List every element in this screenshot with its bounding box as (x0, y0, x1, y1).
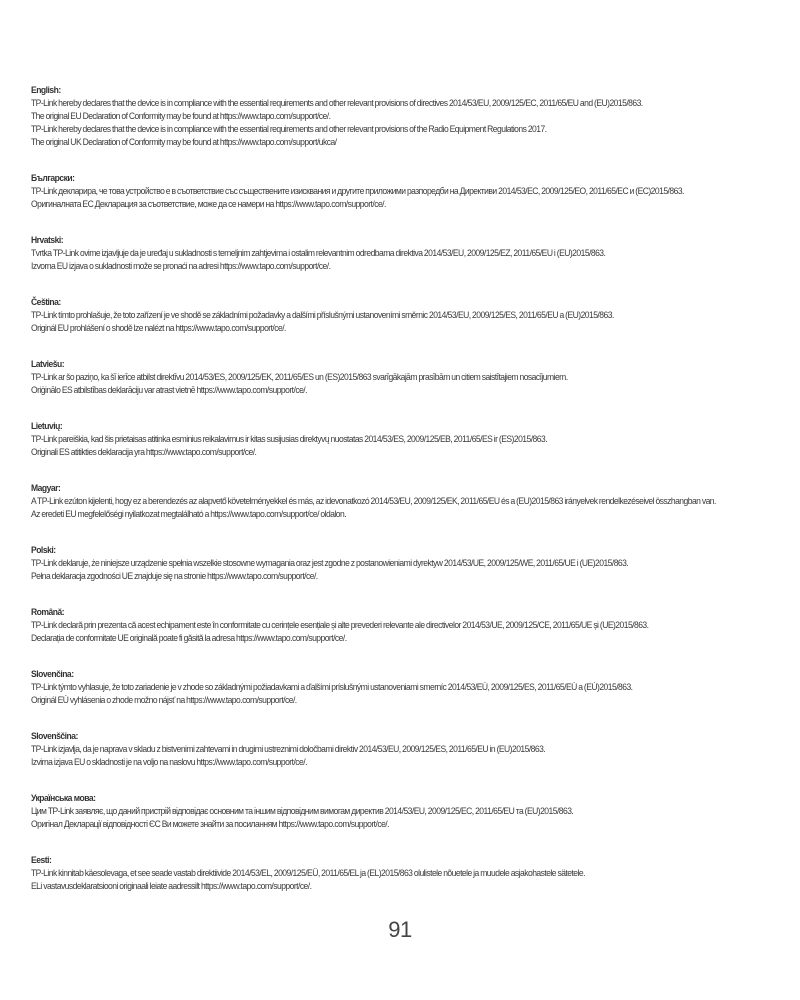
section-ukrainian (31, 792, 771, 831)
text-line: TP-Link ar šo paziņo, ka šī ierīce atbilst direktīvu 2014/53/ES, 2009/125/EK, 2011/65/ES un (ES)2015/863 svarīgākajām prasībām un citiem saistītajiem nosacījumiem. (31, 372, 568, 383)
text-line: Цим TP-Link заявляє, що даний пристрій відповідає основним та іншим відповідним вимогам директив 2014/53/EU, 2009/125/EC, 2011/65/EU та (EU)2015/863. (31, 806, 574, 817)
section-heading: Čeština: (31, 297, 61, 308)
section-polish (31, 544, 771, 583)
section-heading: Latviešu: (31, 359, 65, 370)
section-heading: Български: (31, 173, 75, 184)
text-line: Az eredeti EU megfelelőségi nyilatkozat megtalálható a https://www.tapo.com/support/ce/ oldalon. (31, 509, 347, 520)
text-line: Оригиналната ЕС Декларация за съответствие, може да се намери на https://www.tapo.com/support/ce/. (31, 199, 386, 210)
text-line: TP-Link declară prin prezenta că acest echipament este în conformitate cu cerințele esențiale și alte prevederi relevante ale directivelor 2014/53/UE, 2009/125/CE, 2011/65/UE și (UE)2015/863. (31, 620, 649, 631)
section-heading: Eesti: (31, 855, 52, 866)
text-line: TP-Link hereby declares that the device is in compliance with the essential requirements and other relevant provisions of the Radio Equipment Regulations 2017. (31, 124, 547, 135)
section-heading: Українська мова: (31, 793, 96, 804)
section-latvian (31, 358, 771, 397)
text-line: Originali ES atitikties deklaracija yra https://www.tapo.com/support/ce/. (31, 447, 257, 458)
section-czech (31, 296, 771, 335)
text-line: Оригінал Декларації відповідності ЄС Ви можете знайти за посиланням https://www.tapo.com/support/ce/. (31, 819, 389, 830)
text-line: Izvirna izjava EU o skladnosti je na voljo na naslovu https://www.tapo.com/support/ce/. (31, 757, 307, 768)
text-line: TP-Link декларира, че това устройство е в съответствие със съществените изисквания и другите приложими разпоредби на Директиви 2014/53/EC, 2009/125/EO, 2011/65/EC и (EC)2015/863. (31, 186, 684, 197)
text-line: TP-Link tímto prohlašuje, že toto zařízení je ve shodě se základními požadavky a dalšími příslušnými ustanoveními směrnic 2014/53/EU, 2009/125/ES, 2011/65/EU a (EU)2015/863. (31, 310, 614, 321)
text-line: TP-Link kinnitab käesolevaga, et see seade vastab direktiivide 2014/53/EL, 2009/125/EÜ, 2011/65/EL ja (EL)2015/863 olulistele nõuetele ja muudele asjakohastele sätetele. (31, 868, 585, 879)
text-line: Pełna deklaracja zgodności UE znajduje się na stronie https://www.tapo.com/support/ce/. (31, 571, 318, 582)
section-slovenian (31, 730, 771, 769)
section-heading: Slovenščina: (31, 731, 78, 742)
section-heading: Română: (31, 607, 65, 618)
section-romanian (31, 606, 771, 645)
text-line: A TP-Link ezúton kijelenti, hogy ez a berendezés az alapvető követelményekkel és más, az idevonatkozó 2014/53/EU, 2009/125/EK, 2011/65/EU és a (EU)2015/863 irányelvek rendelkezéseivel összhangban van. (31, 496, 716, 507)
text-line: TP-Link hereby declares that the device is in compliance with the essential requirements and other relevant provisions of directives 2014/53/EU, 2009/125/EC, 2011/65/EU and (EU)2015/863. (31, 98, 643, 109)
text-line: Oriģinālo ES atbilstības deklarāciju var atrast vietnē https://www.tapo.com/support/ce/. (31, 385, 307, 396)
text-line: TP-Link pareiškia, kad šis prietaisas atitinka esminius reikalavimus ir kitas susijusias direktyvų nuostatas 2014/53/ES, 2009/125/EB, 2011/65/ES ir (ES)2015/863. (31, 434, 548, 445)
section-english (31, 84, 771, 149)
section-heading: Hrvatski: (31, 235, 64, 246)
section-heading: Lietuvių: (31, 421, 63, 432)
text-line: Tvrtka TP-Link ovime izjavljuje da je uređaj u sukladnosti s temeljnim zahtjevima i ostalim relevantnim odredbama direktiva 2014/53/EU, 2009/125/EZ, 2011/65/EU i (EU)2015/863. (31, 248, 606, 259)
section-croatian (31, 234, 771, 273)
section-heading: Magyar: (31, 483, 61, 494)
section-heading: Slovenčina: (31, 669, 74, 680)
text-line: TP-Link týmto vyhlasuje, že toto zariadenie je v zhode so základnými požiadavkami a ďalšími príslušnými ustanoveniami smerníc 2014/53/EÚ, 2009/125/ES, 2011/65/EÚ a (EÚ)2015/863. (31, 682, 633, 693)
text-line: Originál EÚ vyhlásenia o zhode možno nájsť na https://www.tapo.com/support/ce/. (31, 695, 297, 706)
declarations-content (31, 84, 771, 916)
text-line: TP-Link deklaruje, że niniejsze urządzenie spełnia wszelkie stosowne wymagania oraz jest zgodne z postanowieniami dyrektyw 2014/53/UE, 2009/125/WE, 2011/65/UE i (UE)2015/863. (31, 558, 629, 569)
text-line: The original UK Declaration of Conformity may be found at https://www.tapo.com/support/ukca/ (31, 137, 337, 148)
section-estonian (31, 854, 771, 893)
section-slovak (31, 668, 771, 707)
text-line: The original EU Declaration of Conformity may be found at https://www.tapo.com/support/ce/. (31, 111, 331, 122)
section-bulgarian (31, 172, 771, 211)
text-line: Izvorna EU izjava o sukladnosti može se pronaći na adresi https://www.tapo.com/support/ce/. (31, 261, 331, 272)
section-heading: Polski: (31, 545, 56, 556)
page-number: 91 (388, 917, 412, 942)
text-line: Originál EU prohlášení o shodě lze nalézt na https://www.tapo.com/support/ce/. (31, 323, 286, 334)
text-line: ELi vastavusdeklaratsiooni originaali leiate aadressilt https://www.tapo.com/support/ce/. (31, 881, 312, 892)
text-line: TP-Link izjavlja, da je naprava v skladu z bistvenimi zahtevami in drugimi ustreznimi določbami direktiv 2014/53/EU, 2009/125/ES, 2011/65/EU in (EU)2015/863. (31, 744, 546, 755)
section-hungarian (31, 482, 771, 521)
section-heading: English: (31, 85, 61, 96)
section-lithuanian (31, 420, 771, 459)
text-line: Declarația de conformitate UE originală poate fi găsită la adresa https://www.tapo.com/support/ce/. (31, 633, 347, 644)
